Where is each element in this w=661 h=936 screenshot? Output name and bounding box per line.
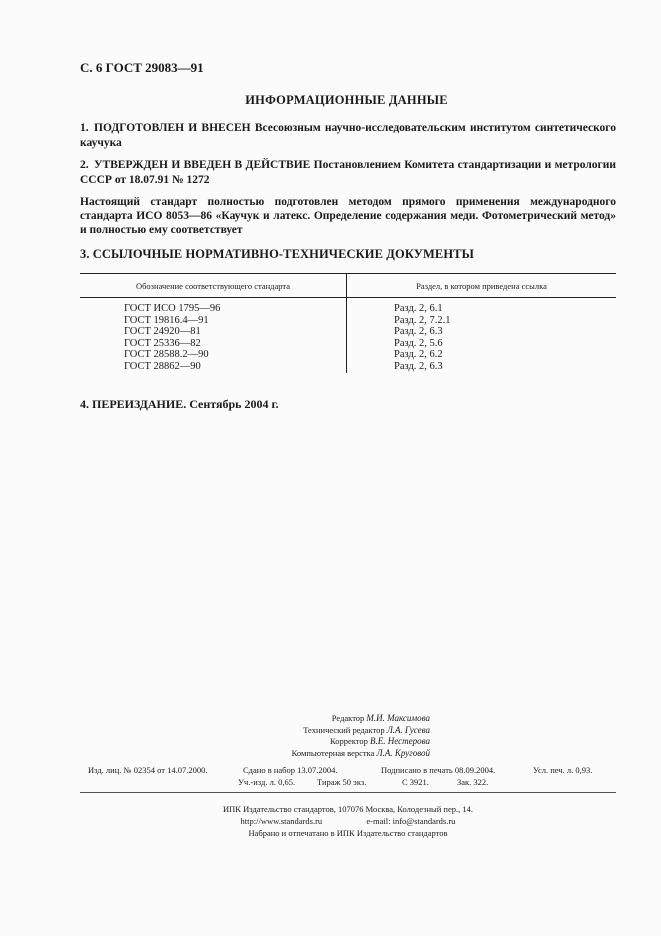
section-cell: Разд. 2, 7.2.1 <box>394 314 451 326</box>
imprint-pub-sheets: Уч.-изд. л. 0,65. <box>238 777 296 787</box>
imprint-order: Зак. 322. <box>457 777 489 787</box>
standard-cell: ГОСТ 24920—81 <box>124 326 201 337</box>
item-1 <box>80 121 616 151</box>
imprint-copies: Тираж 50 экз. <box>317 777 367 787</box>
table-header-section: Раздел, в котором приведена ссылка <box>347 274 617 298</box>
standard-cell: ГОСТ 28588.2—90 <box>124 349 209 360</box>
item-1-number: 1. <box>80 122 89 134</box>
credit-layout-name: Л.А. Круговой <box>376 747 430 758</box>
imprint-license: Изд. лиц. № 02354 от 14.07.2000. <box>88 765 208 775</box>
imprint-typeset: Сдано в набор 13.07.2004. <box>243 765 338 775</box>
publisher-contacts <box>80 815 616 827</box>
item-2-text: Постановлением Комитета стандартизации и метрологии СССР от 18.07.91 № 1272 <box>80 159 616 186</box>
section-cell: Разд. 2, 5.6 <box>394 337 443 349</box>
item-2-number: 2. <box>80 159 89 171</box>
standard-cell: ГОСТ 28862—90 <box>124 360 201 372</box>
standard-cell: ГОСТ 25336—82 <box>124 337 201 349</box>
credit-layout-label: Компьютерная верстка <box>291 747 375 758</box>
section-cell: Разд. 2, 6.3 <box>394 326 443 337</box>
document-title: ИНФОРМАЦИОННЫЕ ДАННЫЕ <box>245 93 448 107</box>
imprint-code: С 3921. <box>402 777 429 787</box>
item-2-note: Настоящий стандарт полностью подготовлен методом прямого применения международного стандарта ИСО 8053—86 «Каучук и латекс. Определение содержания меди. Фотометрический метод» и полностью ему соответствует <box>80 196 616 236</box>
publisher-website: http://www.standards.ru <box>240 816 323 826</box>
table-header-standard: Обозначение соответствующего стандарта <box>80 274 347 298</box>
credit-layout <box>230 748 430 760</box>
publisher-block <box>80 803 616 839</box>
standard-cell: ГОСТ ИСО 1795—96 <box>124 303 221 314</box>
imprint-signed: Подписано в печать 08.09.2004. <box>381 765 496 775</box>
footer-divider <box>80 792 616 793</box>
section-cell: Разд. 2, 6.1 <box>394 303 443 314</box>
credit-editor-name: М.И. Максимова <box>366 713 430 723</box>
credit-editor-label: Редактор <box>331 713 365 723</box>
standard-cell: ГОСТ 19816.4—91 <box>124 314 209 326</box>
credit-corrector <box>230 736 430 748</box>
standards-list <box>124 298 346 373</box>
credit-tech-label: Технический редактор <box>303 724 385 735</box>
credit-tech-name: Л.А. Гусева <box>386 724 430 735</box>
table-row <box>80 298 616 374</box>
credit-corr-label: Корректор <box>330 736 368 746</box>
references-table <box>80 273 616 373</box>
item-3-heading: 3. ССЫЛОЧНЫЕ НОРМАТИВНО-ТЕХНИЧЕСКИЕ ДОКУМЕНТЫ <box>80 247 474 261</box>
item-4-text: Сентябрь 2004 г. <box>186 397 279 411</box>
publisher-address: ИПК Издательство стандартов, 107076 Москва, Колодезный пер., 14. <box>223 804 473 814</box>
item-4 <box>80 397 279 412</box>
sections-list <box>394 298 616 373</box>
item-1-text: Всесоюзным научно-исследовательским институтом синтетического каучука <box>80 122 616 149</box>
credit-tech-editor <box>230 725 430 737</box>
credit-corr-name: В.Е. Нестерова <box>370 736 430 746</box>
imprint-block <box>88 764 608 792</box>
credit-editor <box>230 713 430 725</box>
publisher-printed: Набрано и отпечатано в ИПК Издательство стандартов <box>248 828 448 838</box>
item-4-lead: 4. ПЕРЕИЗДАНИЕ. <box>80 397 187 411</box>
section-cell: Разд. 2, 6.2 <box>394 349 443 360</box>
item-2 <box>80 158 616 188</box>
credits-block <box>230 713 430 759</box>
section-cell: Разд. 2, 6.3 <box>394 360 443 372</box>
imprint-print-sheets: Усл. печ. л. 0,93. <box>533 765 593 775</box>
item-1-lead: ПОДГОТОВЛЕН И ВНЕСЕН <box>94 122 251 134</box>
publisher-email: e-mail: info@standards.ru <box>366 816 456 826</box>
page-header: С. 6 ГОСТ 29083—91 <box>80 60 204 75</box>
item-2-lead: УТВЕРЖДЕН И ВВЕДЕН В ДЕЙСТВИЕ <box>94 159 311 171</box>
